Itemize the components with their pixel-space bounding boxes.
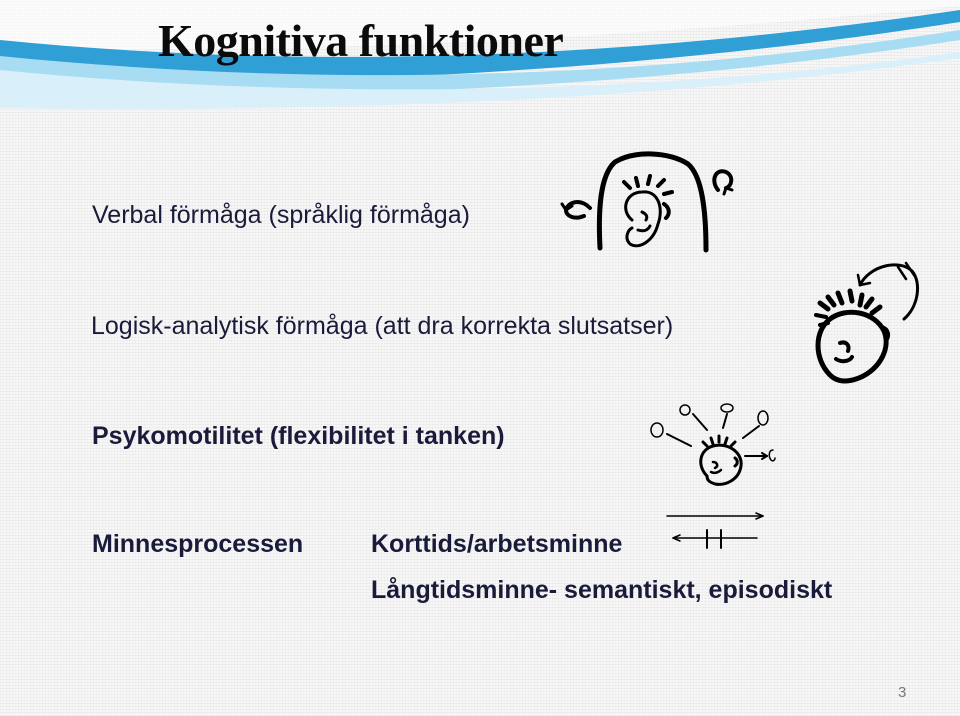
text-long-term: Långtidsminne- semantiskt, episodiskt	[371, 576, 833, 604]
head-with-loop-icon	[800, 255, 930, 390]
page-number: 3	[898, 684, 907, 701]
slide-title: Kognitiva funktioner	[158, 15, 564, 66]
text-psychomotility: Psykomotilitet (flexibilitet i tanken)	[92, 422, 505, 450]
head-with-bubbles-icon	[645, 400, 785, 490]
text-memory-process: Minnesprocessen	[92, 530, 304, 558]
text-short-term: Korttids/arbetsminne	[371, 530, 623, 558]
text-logical: Logisk-analytisk förmåga (att dra korrekta slutsatser)	[91, 312, 674, 340]
text-verbal: Verbal förmåga (språklig förmåga)	[92, 201, 470, 229]
head-with-arrows-icon	[560, 150, 750, 262]
arrows-icon	[665, 508, 770, 553]
